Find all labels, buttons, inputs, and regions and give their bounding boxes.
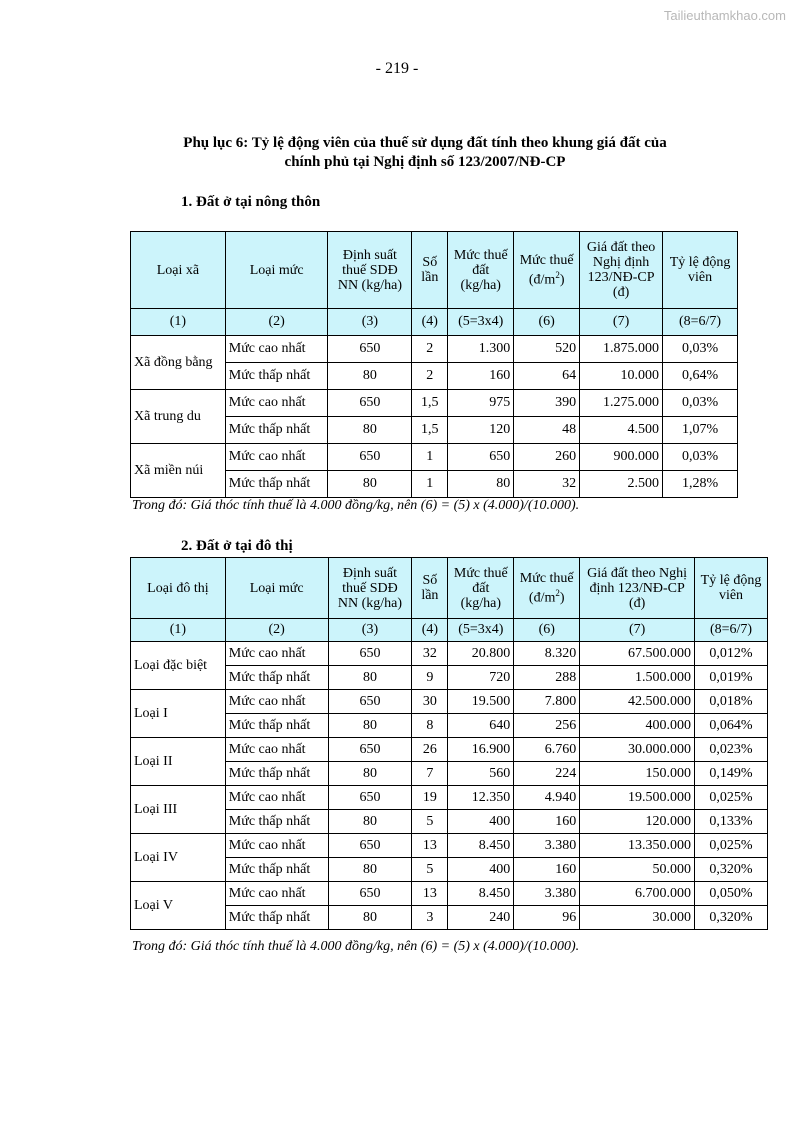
section-2-title: 2. Đất ở tại đô thị — [181, 538, 293, 554]
value-cell: 8.450 — [448, 882, 514, 906]
header-cell: Loại xã — [131, 232, 226, 309]
table-row — [131, 882, 768, 906]
value-cell: 560 — [448, 762, 514, 786]
table-row — [131, 666, 768, 690]
value-cell: 6.760 — [514, 738, 580, 762]
group-name-cell: Xã đồng bằng — [131, 336, 226, 390]
note-2: Trong đó: Giá thóc tính thuế là 4.000 đồng/kg, nên (6) = (5) x (4.000)/(10.000). — [132, 939, 580, 954]
value-cell: 1.500.000 — [580, 666, 695, 690]
value-cell: 0,025% — [695, 834, 768, 858]
value-cell: 0,03% — [663, 444, 738, 471]
table-row — [131, 858, 768, 882]
table-row — [131, 336, 738, 363]
value-cell: 0,03% — [663, 390, 738, 417]
level-cell: Mức cao nhất — [225, 642, 328, 666]
header-cell: Số lần — [412, 558, 448, 619]
column-number: (4) — [412, 619, 448, 642]
value-cell: 640 — [448, 714, 514, 738]
header-cell: Loại mức — [225, 558, 328, 619]
group-name-cell: Loại II — [131, 738, 226, 786]
value-cell: 48 — [514, 417, 580, 444]
value-cell: 7 — [412, 762, 448, 786]
value-cell: 13 — [412, 882, 448, 906]
level-cell: Mức thấp nhất — [225, 762, 328, 786]
value-cell: 400 — [448, 810, 514, 834]
value-cell: 80 — [328, 810, 412, 834]
value-cell: 80 — [328, 666, 412, 690]
value-cell: 8 — [412, 714, 448, 738]
value-cell: 400.000 — [580, 714, 695, 738]
value-cell: 7.800 — [514, 690, 580, 714]
level-cell: Mức thấp nhất — [225, 666, 328, 690]
value-cell: 0,012% — [695, 642, 768, 666]
value-cell: 80 — [328, 417, 412, 444]
value-cell: 30 — [412, 690, 448, 714]
title-line-1: Phụ lục 6: Tỷ lệ động viên của thuế sử dụng đất tính theo khung giá đất của — [183, 135, 667, 151]
value-cell: 8.320 — [514, 642, 580, 666]
header-cell: Số lần — [412, 232, 448, 309]
value-cell: 30.000 — [580, 906, 695, 930]
value-cell: 13 — [412, 834, 448, 858]
value-cell: 1.875.000 — [580, 336, 663, 363]
level-cell: Mức cao nhất — [225, 882, 328, 906]
note-1: Trong đó: Giá thóc tính thuế là 4.000 đồng/kg, nên (6) = (5) x (4.000)/(10.000). — [132, 498, 580, 513]
value-cell: 10.000 — [580, 363, 663, 390]
value-cell: 80 — [448, 471, 514, 498]
column-number: (1) — [131, 309, 226, 336]
level-cell: Mức thấp nhất — [225, 858, 328, 882]
value-cell: 3 — [412, 906, 448, 930]
value-cell: 975 — [448, 390, 514, 417]
value-cell: 260 — [514, 444, 580, 471]
value-cell: 19 — [412, 786, 448, 810]
value-cell: 80 — [328, 858, 412, 882]
value-cell: 650 — [328, 738, 412, 762]
value-cell: 650 — [328, 690, 412, 714]
value-cell: 50.000 — [580, 858, 695, 882]
value-cell: 0,133% — [695, 810, 768, 834]
value-cell: 0,050% — [695, 882, 768, 906]
table-row — [131, 690, 768, 714]
value-cell: 650 — [328, 444, 412, 471]
level-cell: Mức cao nhất — [225, 786, 328, 810]
table-header-row — [131, 558, 768, 619]
value-cell: 1.300 — [448, 336, 514, 363]
group-name-cell: Loại IV — [131, 834, 226, 882]
value-cell: 650 — [328, 390, 412, 417]
column-number: (5=3x4) — [448, 309, 514, 336]
level-cell: Mức thấp nhất — [225, 906, 328, 930]
group-name-cell: Xã trung du — [131, 390, 226, 444]
value-cell: 1,28% — [663, 471, 738, 498]
value-cell: 650 — [328, 882, 412, 906]
table-row — [131, 714, 768, 738]
table-header-row — [131, 232, 738, 309]
value-cell: 0,064% — [695, 714, 768, 738]
value-cell: 8.450 — [448, 834, 514, 858]
column-number: (3) — [328, 309, 412, 336]
value-cell: 400 — [448, 858, 514, 882]
value-cell: 1 — [412, 471, 448, 498]
column-number: (7) — [580, 309, 663, 336]
header-close: ) — [559, 590, 565, 606]
header-cell: Loại đô thị — [131, 558, 226, 619]
level-cell: Mức thấp nhất — [225, 810, 328, 834]
value-cell: 288 — [514, 666, 580, 690]
table-row — [131, 810, 768, 834]
value-cell: 1 — [412, 444, 448, 471]
value-cell: 650 — [328, 786, 412, 810]
header-cell: Giá đất theo Nghị định 123/NĐ-CP (đ) — [580, 232, 663, 309]
value-cell: 64 — [514, 363, 580, 390]
value-cell: 650 — [328, 834, 412, 858]
column-number: (3) — [328, 619, 412, 642]
value-cell: 96 — [514, 906, 580, 930]
group-name-cell: Xã miền núi — [131, 444, 226, 498]
value-cell: 240 — [448, 906, 514, 930]
value-cell: 3.380 — [514, 834, 580, 858]
table-row — [131, 786, 768, 810]
value-cell: 0,149% — [695, 762, 768, 786]
header-cell: Tỷ lệ động viên — [663, 232, 738, 309]
value-cell: 2 — [412, 363, 448, 390]
value-cell: 32 — [514, 471, 580, 498]
level-cell: Mức thấp nhất — [225, 363, 328, 390]
level-cell: Mức thấp nhất — [225, 471, 328, 498]
value-cell: 0,023% — [695, 738, 768, 762]
rural-land-table — [130, 231, 738, 498]
value-cell: 720 — [448, 666, 514, 690]
level-cell: Mức cao nhất — [225, 690, 328, 714]
value-cell: 4.500 — [580, 417, 663, 444]
value-cell: 9 — [412, 666, 448, 690]
group-name-cell: Loại đặc biệt — [131, 642, 226, 690]
header-text: Mức thuế (đ/m — [519, 570, 574, 606]
value-cell: 0,019% — [695, 666, 768, 690]
value-cell: 80 — [328, 363, 412, 390]
value-cell: 80 — [328, 471, 412, 498]
value-cell: 160 — [448, 363, 514, 390]
level-cell: Mức thấp nhất — [225, 714, 328, 738]
value-cell: 120 — [448, 417, 514, 444]
value-cell: 67.500.000 — [580, 642, 695, 666]
level-cell: Mức cao nhất — [225, 336, 328, 363]
table-row — [131, 738, 768, 762]
value-cell: 650 — [328, 336, 412, 363]
table-row — [131, 906, 768, 930]
value-cell: 0,03% — [663, 336, 738, 363]
column-number: (6) — [514, 619, 580, 642]
value-cell: 13.350.000 — [580, 834, 695, 858]
value-cell: 16.900 — [448, 738, 514, 762]
level-cell: Mức cao nhất — [225, 834, 328, 858]
level-cell: Mức thấp nhất — [225, 417, 328, 444]
value-cell: 390 — [514, 390, 580, 417]
value-cell: 1,5 — [412, 390, 448, 417]
value-cell: 150.000 — [580, 762, 695, 786]
column-number: (7) — [580, 619, 695, 642]
value-cell: 650 — [328, 642, 412, 666]
value-cell: 0,320% — [695, 906, 768, 930]
header-cell: Giá đất theo Nghị định 123/NĐ-CP (đ) — [580, 558, 695, 619]
value-cell: 160 — [514, 810, 580, 834]
header-cell: Định suất thuế SDĐ NN (kg/ha) — [328, 558, 412, 619]
value-cell: 20.800 — [448, 642, 514, 666]
header-sup: 2 — [555, 269, 560, 280]
value-cell: 19.500.000 — [580, 786, 695, 810]
value-cell: 256 — [514, 714, 580, 738]
table-row — [131, 642, 768, 666]
column-number-row — [131, 309, 738, 336]
header-cell — [514, 558, 580, 619]
value-cell: 1,07% — [663, 417, 738, 444]
column-number: (8=6/7) — [695, 619, 768, 642]
watermark: Tailieuthamkhao.com — [663, 8, 786, 23]
value-cell: 120.000 — [580, 810, 695, 834]
value-cell: 900.000 — [580, 444, 663, 471]
header-close: ) — [559, 272, 565, 288]
column-number-row — [131, 619, 768, 642]
value-cell: 5 — [412, 810, 448, 834]
value-cell: 42.500.000 — [580, 690, 695, 714]
value-cell: 520 — [514, 336, 580, 363]
value-cell: 3.380 — [514, 882, 580, 906]
page-number: - 219 - — [375, 60, 419, 77]
table-row — [131, 390, 738, 417]
value-cell: 160 — [514, 858, 580, 882]
header-cell: Định suất thuế SDĐ NN (kg/ha) — [328, 232, 412, 309]
urban-land-table — [130, 557, 768, 930]
section-1-title: 1. Đất ở tại nông thôn — [181, 194, 321, 210]
value-cell: 1,5 — [412, 417, 448, 444]
header-sup: 2 — [555, 587, 560, 598]
header-cell: Tỷ lệ động viên — [695, 558, 768, 619]
header-text: Mức thuế (đ/m — [519, 252, 574, 288]
value-cell: 0,025% — [695, 786, 768, 810]
value-cell: 0,64% — [663, 363, 738, 390]
header-cell: Loại mức — [225, 232, 328, 309]
value-cell: 12.350 — [448, 786, 514, 810]
value-cell: 19.500 — [448, 690, 514, 714]
column-number: (5=3x4) — [448, 619, 514, 642]
value-cell: 80 — [328, 714, 412, 738]
appendix-title — [120, 134, 730, 172]
value-cell: 32 — [412, 642, 448, 666]
table-row — [131, 444, 738, 471]
value-cell: 0,018% — [695, 690, 768, 714]
value-cell: 80 — [328, 906, 412, 930]
header-cell — [514, 232, 580, 309]
value-cell: 30.000.000 — [580, 738, 695, 762]
value-cell: 0,320% — [695, 858, 768, 882]
level-cell: Mức cao nhất — [225, 444, 328, 471]
column-number: (8=6/7) — [663, 309, 738, 336]
table-row — [131, 762, 768, 786]
value-cell: 2 — [412, 336, 448, 363]
column-number: (6) — [514, 309, 580, 336]
group-name-cell: Loại V — [131, 882, 226, 930]
value-cell: 6.700.000 — [580, 882, 695, 906]
column-number: (4) — [412, 309, 448, 336]
table-row — [131, 834, 768, 858]
value-cell: 26 — [412, 738, 448, 762]
level-cell: Mức cao nhất — [225, 738, 328, 762]
value-cell: 80 — [328, 762, 412, 786]
column-number: (1) — [131, 619, 226, 642]
group-name-cell: Loại I — [131, 690, 226, 738]
value-cell: 1.275.000 — [580, 390, 663, 417]
value-cell: 650 — [448, 444, 514, 471]
value-cell: 4.940 — [514, 786, 580, 810]
title-line-2: chính phủ tại Nghị định số 123/2007/NĐ-CP — [284, 154, 566, 170]
value-cell: 2.500 — [580, 471, 663, 498]
value-cell: 224 — [514, 762, 580, 786]
header-cell: Mức thuế đất (kg/ha) — [448, 232, 514, 309]
value-cell: 5 — [412, 858, 448, 882]
column-number: (2) — [225, 619, 328, 642]
group-name-cell: Loại III — [131, 786, 226, 834]
level-cell: Mức cao nhất — [225, 390, 328, 417]
column-number: (2) — [225, 309, 328, 336]
header-cell: Mức thuế đất (kg/ha) — [448, 558, 514, 619]
